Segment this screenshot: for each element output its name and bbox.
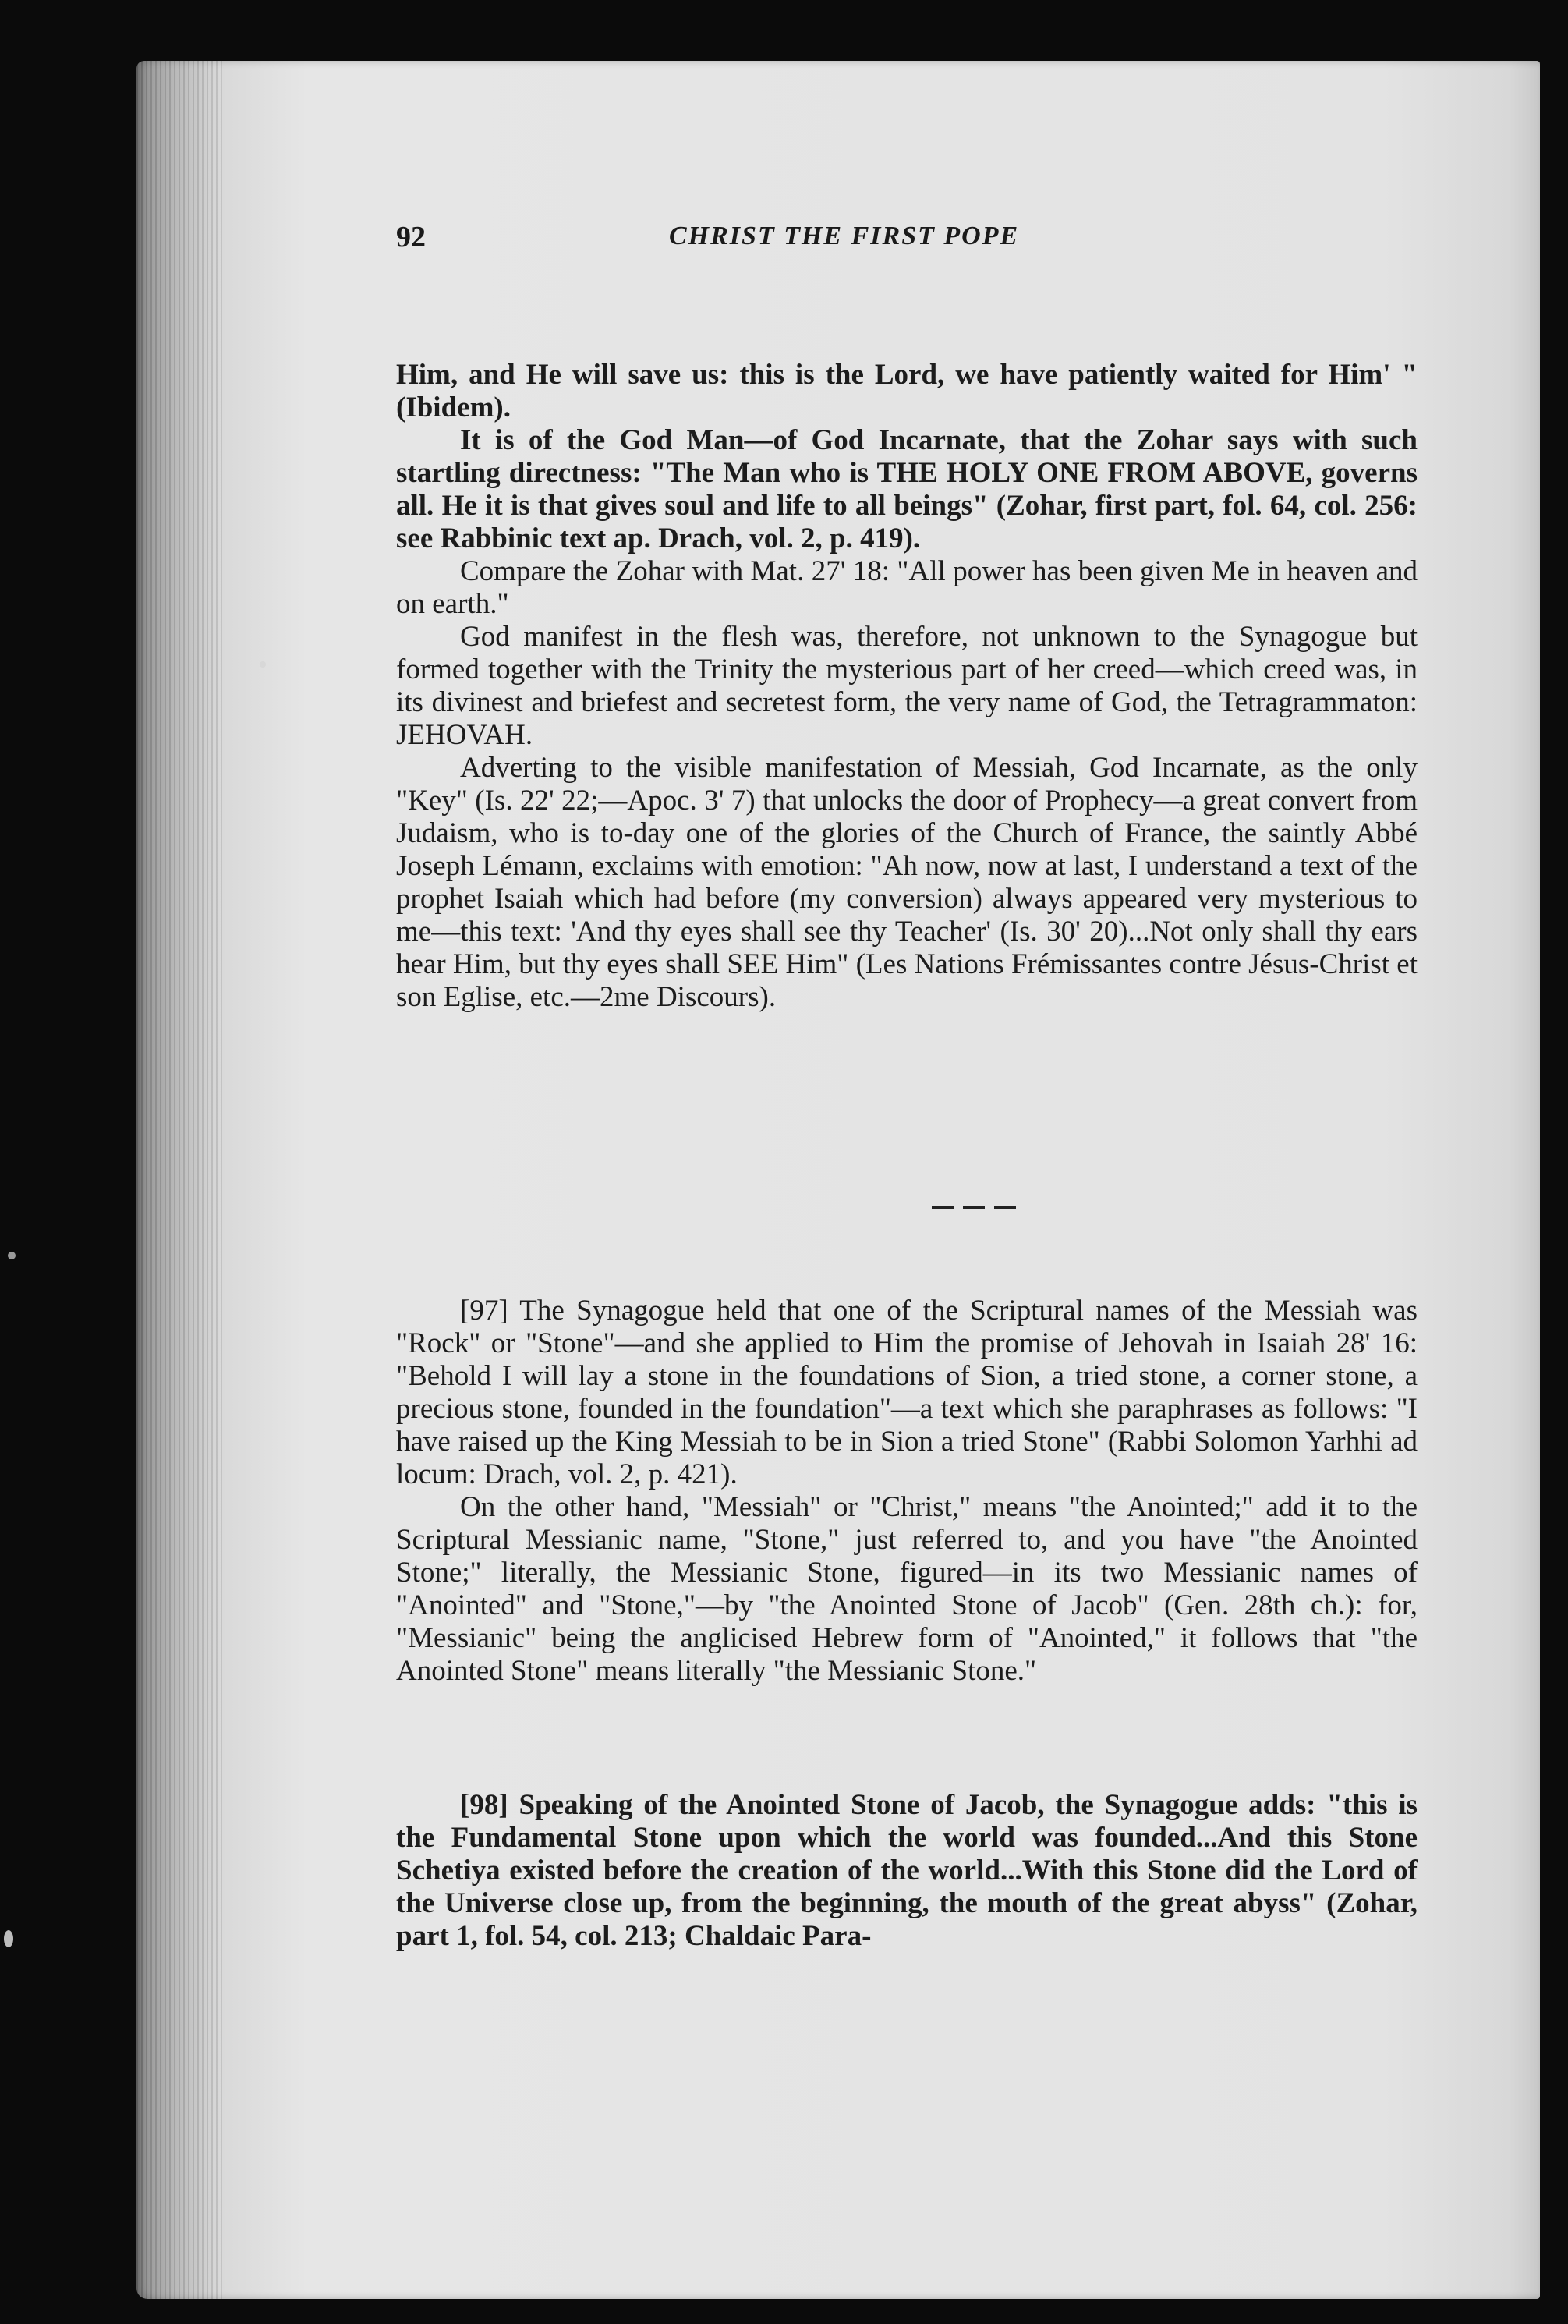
paragraph: On the other hand, "Messiah" or "Christ," means "the Anointed;" add it to the Scriptural Messianic name, "Stone," just referred to, and you have "the Anointed Stone;" literally, the Messianic Stone, figured—in its two Messianic names of "Anointed" and "Stone,"—by "the Anointed Stone of Jacob" (Gen. 28th ch.): for, "Messianic" being the anglicised Hebrew form of "Anointed," it follows that "the Anointed Stone" means literally "the Messianic Stone." (396, 1491, 1418, 1687)
paragraph: [98] Speaking of the Anointed Stone of Jacob, the Synagogue adds: "this is the Fundamental Stone upon which the world was founded...And this Stone Schetiya existed before the creation of the world...With this Stone did the Lord of the Universe close up, from the beginning, the mouth of the great abyss" (Zohar, part 1, fol. 54, col. 213; Chaldaic Para- (396, 1789, 1418, 1952)
text-section-top (396, 359, 1418, 1014)
text-section-bottom (396, 1789, 1418, 1953)
page-number: 92 (396, 221, 426, 253)
scan-speck (260, 661, 266, 668)
scan-speck (8, 1252, 16, 1259)
text-section-middle (396, 1295, 1418, 1688)
section-divider (932, 1206, 1018, 1209)
page-edge-shadow (136, 61, 222, 2299)
paragraph: Him, and He will save us: this is the Lord, we have patiently waited for Him' " (Ibidem). (396, 359, 1418, 423)
running-head: CHRIST THE FIRST POPE (669, 221, 1020, 250)
page-header (396, 220, 1418, 267)
scan-speck (4, 1930, 13, 1947)
paragraph: God manifest in the flesh was, therefore, not unknown to the Synagogue but formed together with the Trinity the mysterious part of her creed—which creed was, in its divinest and briefest and secretest form, the very name of God, the Tetragrammaton: JEHOVAH. (396, 621, 1418, 751)
paragraph: Adverting to the visible manifestation of Messiah, God Incarnate, as the only "Key" (Is. 22' 22;—Apoc. 3' 7) that unlocks the door of Prophecy—a great convert from Judaism, who is to-day one of the glories of the Church of France, the saintly Abbé Joseph Lémann, exclaims with emotion: "Ah now, now at last, I understand a text of the prophet Isaiah which had before (my conversion) always appeared very mysterious to me—this text: 'And thy eyes shall see thy Teacher' (Is. 30' 20)...Not only shall thy ears hear Him, but thy eyes shall SEE Him" (Les Nations Frémissantes contre Jésus-Christ et son Eglise, etc.—2me Discours). (396, 752, 1418, 1013)
paragraph: Compare the Zohar with Mat. 27' 18: "All power has been given Me in heaven and on earth." (396, 555, 1418, 620)
paragraph: It is of the God Man—of God Incarnate, that the Zohar says with such startling directness: "The Man who is THE HOLY ONE FROM ABOVE, governs all. He it is that gives soul and life to all beings" (Zohar, first part, fol. 64, col. 256: see Rabbinic text ap. Drach, vol. 2, p. 419). (396, 424, 1418, 554)
paragraph: [97] The Synagogue held that one of the Scriptural names of the Messiah was "Rock" or "Stone"—and she applied to Him the promise of Jehovah in Isaiah 28' 16: "Behold I will lay a stone in the foundations of Sion, a tried stone, a corner stone, a precious stone, founded in the foundation"—a text which she paraphrases as follows: "I have raised up the King Messiah to be in Sion a tried Stone" (Rabbi Solomon Yarhhi ad locum: Drach, vol. 2, p. 421). (396, 1295, 1418, 1490)
